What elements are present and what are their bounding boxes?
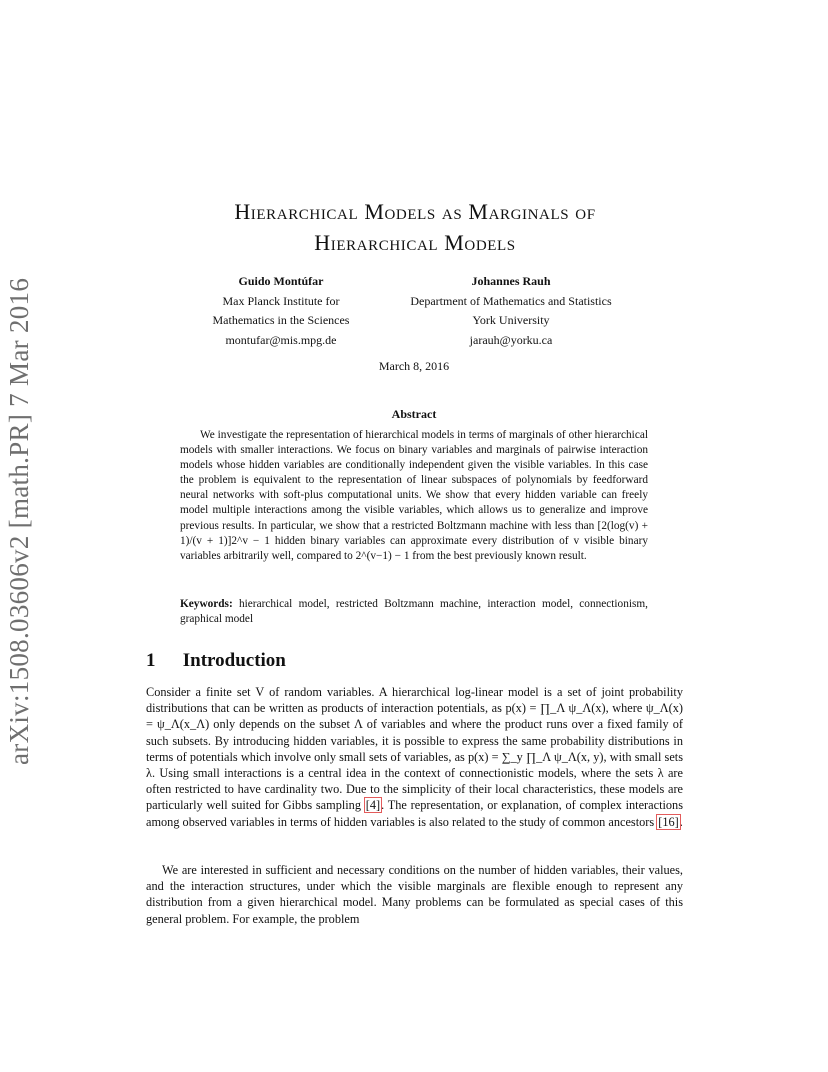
- author-name: Johannes Rauh: [471, 274, 551, 288]
- paragraph-text: . The representation, or explanation, of complex interactions among observed variables in terms of hidden variables is also related to the study of common ancestors: [146, 798, 683, 829]
- author-affiliation-line-2: Mathematics in the Sciences: [212, 313, 350, 327]
- intro-paragraph-2: We are interested in sufficient and necessary conditions on the number of hidden variables, their values, and the interaction structures, under which the visible marginals are flexible enough to represent any distribution from a given hierarchical model. Many problems can be formulated as special cases of this general problem. For example, the problem: [146, 863, 683, 926]
- section-title: Introduction: [182, 650, 286, 671]
- author-affiliation-line-2: York University: [472, 313, 550, 327]
- publication-date: March 8, 2016: [378, 359, 450, 373]
- author-affiliation-line-1: Max Planck Institute for: [222, 293, 340, 308]
- author-block-2: [388, 272, 634, 350]
- intro-paragraph-1: [146, 684, 683, 830]
- paragraph-text: .: [679, 814, 683, 829]
- author-email: jarauh@yorku.ca: [469, 332, 553, 347]
- author-name: Guido Montúfar: [238, 274, 324, 288]
- title-line-1: Hierarchical Models as Marginals of: [234, 199, 596, 224]
- keywords: [180, 597, 648, 627]
- keywords-text: hierarchical model, restricted Boltzmann machine, interaction model, connectionism, graphical model: [180, 598, 649, 626]
- abstract-heading: Abstract: [391, 407, 437, 421]
- author-email: montufar@mis.mpg.de: [225, 332, 337, 347]
- arxiv-identifier-stamp: arXiv:1508.03606v2 [math.PR] 7 Mar 2016: [4, 277, 34, 765]
- author-block-1: [186, 272, 376, 350]
- section-number: 1: [146, 650, 156, 671]
- section-heading: [146, 650, 286, 672]
- author-affiliation-line-1: Department of Mathematics and Statistics: [410, 293, 612, 308]
- citation-link[interactable]: [16]: [658, 814, 679, 829]
- paragraph-text: Consider a finite set V of random variables. A hierarchical log-linear model is a set of joint probability distributions that can be written as products of interaction potentials, as p(x) = ∏_Λ ψ_Λ(x), where ψ_Λ(x) = ψ_Λ(x_Λ) only depends on the subset Λ of variables and where the product runs over a fixed family of such subsets. By introducing hidden variables, it is possible to express the same probability distributions in terms of potentials which involve only small sets of variables, as p(x) = ∑_y ∏_Λ ψ_Λ(x, y), with small sets λ. Using small interactions is a central idea in the context of connectionistic models, where the sets λ are often restricted to have cardinality two. Due to the simplicity of their local characteristics, these models are particularly well suited for Gibbs sampling: [146, 685, 683, 813]
- keywords-label: Keywords:: [180, 598, 233, 610]
- citation-link[interactable]: [4]: [365, 798, 381, 813]
- title-line-2: Hierarchical Models: [314, 230, 516, 255]
- abstract-text: We investigate the representation of hierarchical models in terms of marginals of other hierarchical models with smaller interactions. We focus on binary variables and marginals of pairwise interaction models whose hidden variables are conditionally independent given the visible variables. In this case the problem is equivalent to the representation of linear subspaces of polynomials by feedforward neural networks with soft-plus computational units. We show that every hidden variable can freely model multiple interactions among the visible variables, which allows us to generalize and improve previous results. In particular, we show that a restricted Boltzmann machine with less than [2(log(v) + 1)/(v + 1)]2^v − 1 hidden binary variables can approximate every distribution of v visible binary variables arbitrarily well, compared to 2^(v−1) − 1 from the best previously known result.: [180, 429, 648, 562]
- paper-title: [146, 196, 684, 258]
